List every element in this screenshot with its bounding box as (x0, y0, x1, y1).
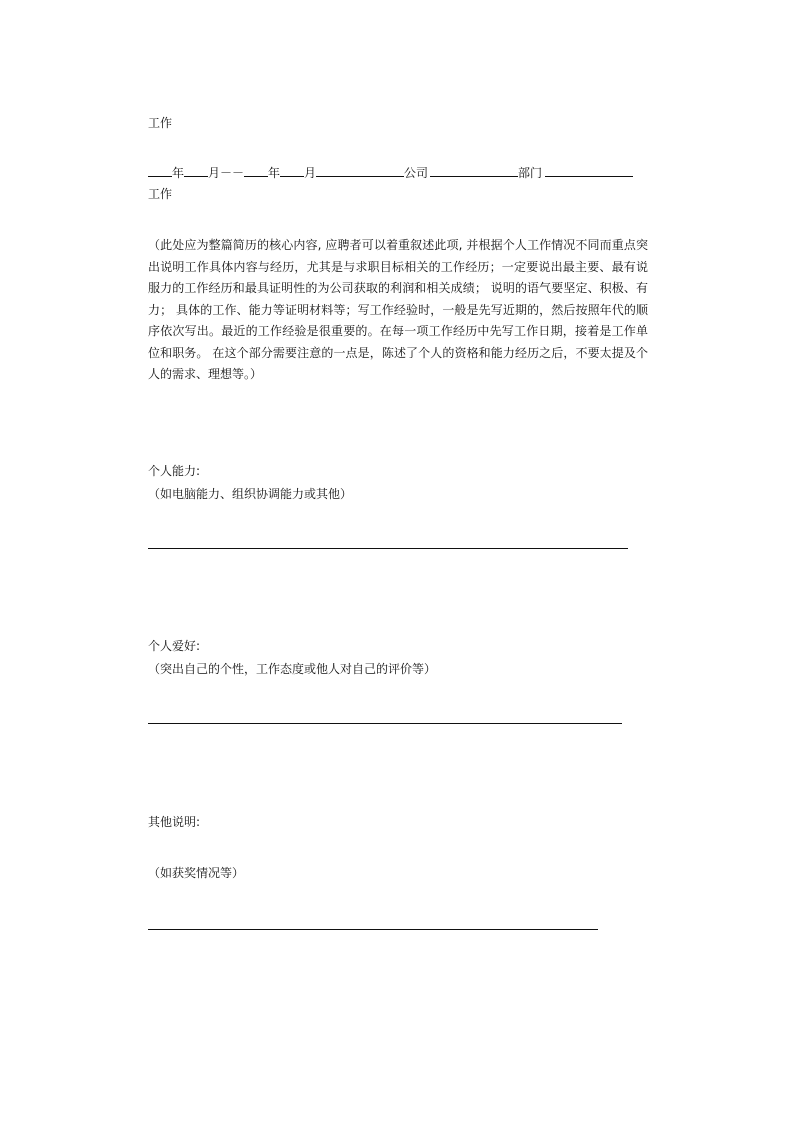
other-notes-hint: （如获奖情况等） (148, 866, 245, 880)
department-name-blank[interactable] (430, 176, 518, 177)
end-month-label: 月 (304, 166, 317, 180)
start-month-blank[interactable] (184, 176, 208, 177)
work-label: 工作 (148, 187, 173, 201)
department-label: 部门 (518, 166, 543, 180)
end-year-label: 年 (268, 166, 281, 180)
personal-ability-label: 个人能力: (148, 464, 201, 478)
start-year-label: 年 (172, 166, 185, 180)
start-year-blank[interactable] (148, 176, 172, 177)
end-month-blank[interactable] (280, 176, 304, 177)
work-heading: 工作 (148, 116, 173, 130)
personal-hobby-hint: （突出自己的个性，工作态度或他人对自己的评价等） (148, 662, 437, 676)
other-notes-label: 其他说明: (148, 815, 201, 829)
company-blank[interactable] (316, 176, 404, 177)
personal-hobby-label: 个人爱好: (148, 639, 201, 653)
start-month-label: 月－－ (208, 166, 245, 180)
personal-hobby-fill-line[interactable] (148, 723, 622, 724)
end-year-blank[interactable] (244, 176, 268, 177)
other-notes-fill-line[interactable] (148, 929, 598, 930)
work-description: （此处应为整篇简历的核心内容, 应聘者可以着重叙述此项, 并根据个人工作情况不同而重点突出说明工作具体内容与经历，尤其是与求职目标相关的工作经历；一定要说出最主要、最有说服力的工作经历和最具证明性的为公司获取的利润和相关成绩； 说明的语气要坚定、积极、有力； 具体的工作、能力等证明材料等；写工作经验时，一般是先写近期的，然后按照年代的顺序依次写出。最近的工作经验是很重要的。在每一项工作经历中先写工作日期，接着是工作单位和职务。 在这个部分需要注意的一点是，陈述了个人的资格和能力经历之后，不要太提及个人的需求、理想等。） (148, 238, 648, 381)
personal-ability-hint: （如电脑能力、组织协调能力或其他） (148, 487, 353, 501)
personal-ability-fill-line[interactable] (148, 548, 628, 549)
company-label: 公司 (404, 166, 429, 180)
position-blank[interactable] (545, 176, 633, 177)
